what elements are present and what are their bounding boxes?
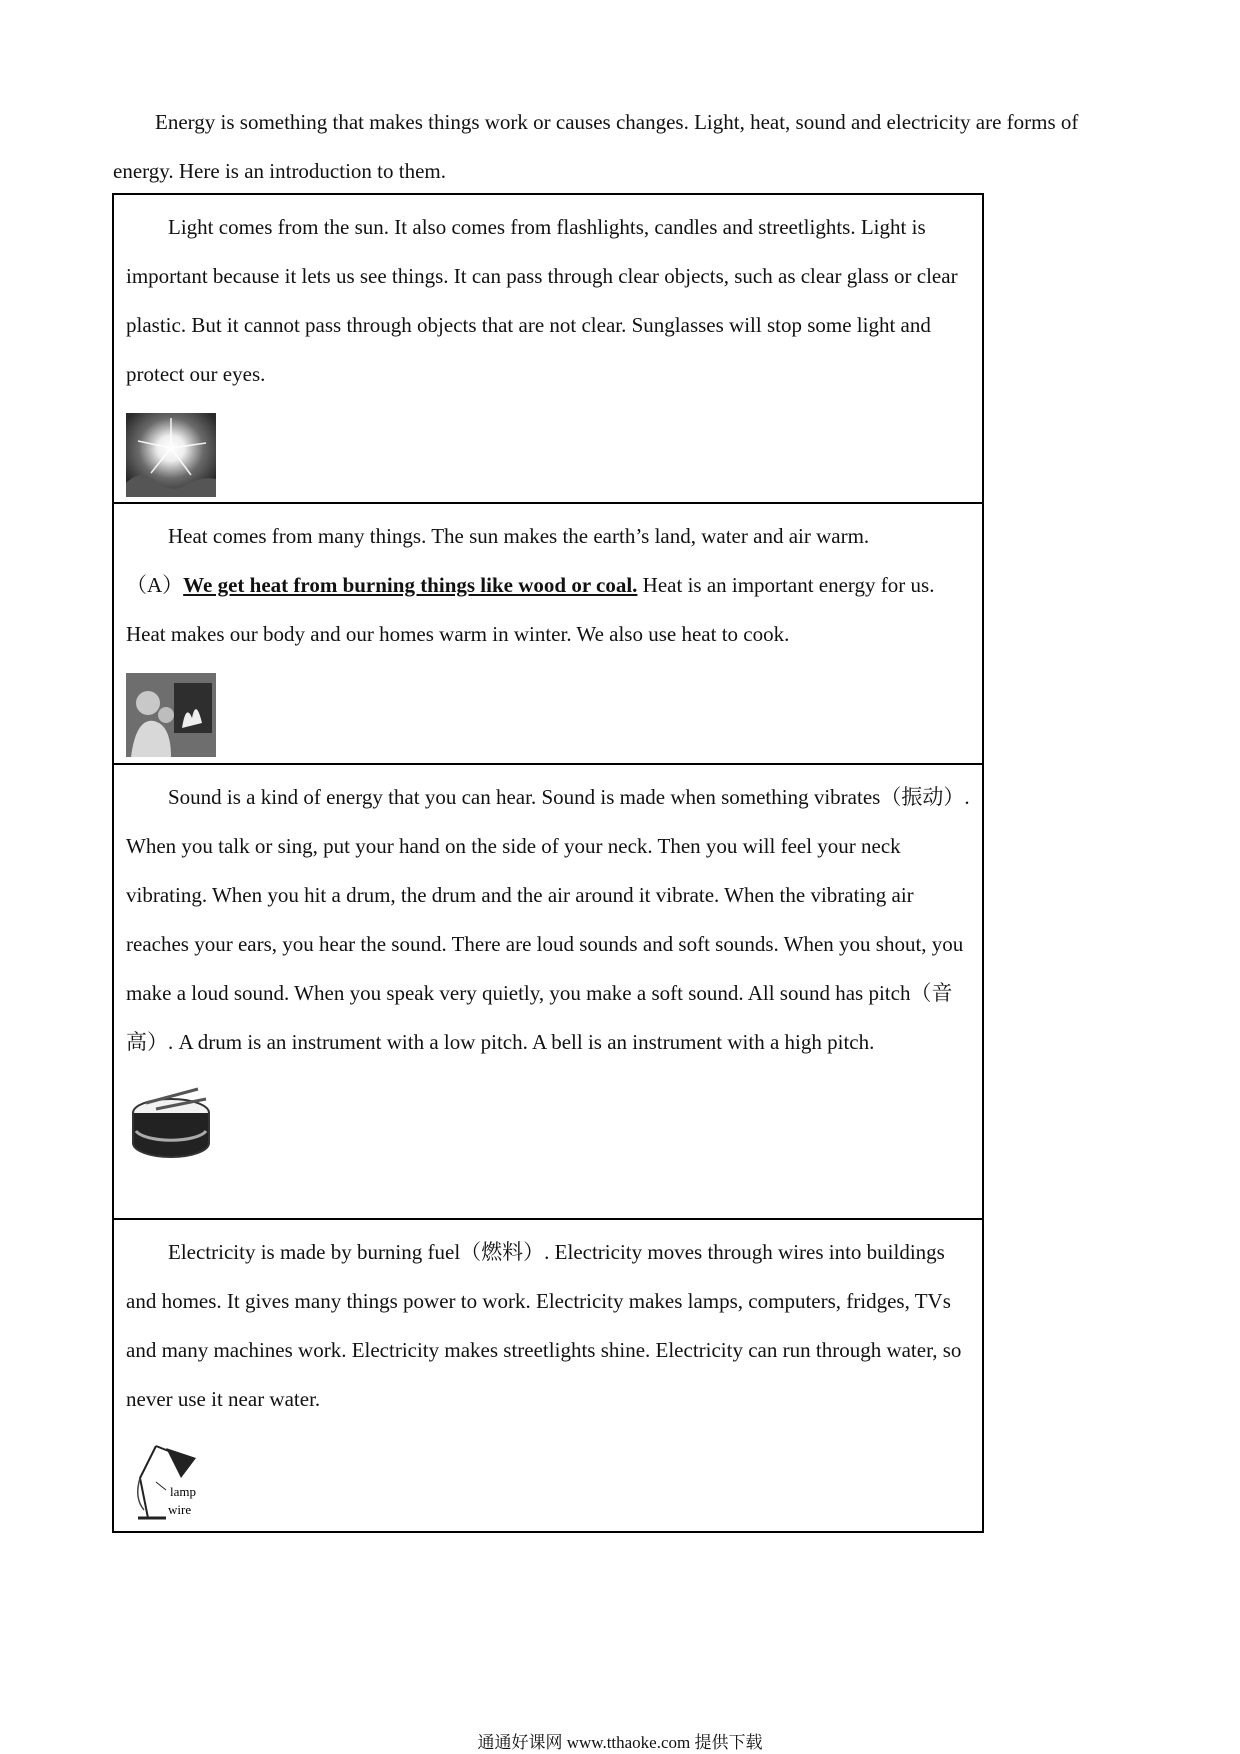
sound-section: [114, 765, 982, 1220]
intro-paragraph: [113, 98, 1135, 196]
energy-forms-table: [112, 193, 984, 1533]
heat-underlined-sentence: We get heat from burning things like wood or coal.: [183, 573, 638, 597]
lamp-picture-icon: [126, 1438, 216, 1522]
sound-text: Sound is a kind of energy that you can hear. Sound is made when something vibrates（振动）. When you talk or sing, put your hand on the side of your neck. Then you will feel your neck vibrating. When you hit a drum, the drum and the air around it vibrate. When the vibrating air reaches your ears, you hear the sound. There are loud sounds and soft sounds. When you shout, you make a loud sound. When you speak very quietly, you make a soft sound. All sound has pitch（音高）. A drum is an instrument with a low pitch. A bell is an instrument with a high pitch.: [126, 785, 970, 1054]
fireplace-photo-icon: [126, 673, 216, 757]
heat-text-after: Heat is an important energy for us. Heat makes our body and our homes warm in winter. We also use heat to cook.: [126, 573, 935, 646]
lamp-label: lamp: [170, 1484, 196, 1499]
electricity-section: [114, 1220, 982, 1531]
page-footer: 通通好课网 www.tthaoke.com 提供下载: [477, 1733, 763, 1752]
wire-label: wire: [168, 1502, 192, 1517]
light-text: Light comes from the sun. It also comes from flashlights, candles and streetlights. Light is important because it lets us see things. It can pass through clear objects, such as clear glass or clear plastic. But it cannot pass through objects that are not clear. Sunglasses will stop some light and protect our eyes.: [126, 215, 958, 386]
intro-text: Energy is something that makes things work or causes changes. Light, heat, sound and electricity are forms of energy. Here is an introduction to them.: [113, 110, 1079, 183]
light-section: [114, 195, 982, 504]
drum-picture-icon: [126, 1081, 216, 1165]
heat-marker: （A）: [126, 573, 184, 597]
heat-text-before: Heat comes from many things. The sun makes the earth’s land, water and air warm.: [168, 524, 870, 548]
sunlight-photo-icon: [126, 413, 216, 497]
heat-section: [114, 504, 982, 765]
electricity-text: Electricity is made by burning fuel（燃料）. Electricity moves through wires into buildings and homes. It gives many things power to work. Electricity makes lamps, computers, fridges, TVs and many machines work. Electricity makes streetlights shine. Electricity can run through water, so never use it near water.: [126, 1240, 962, 1411]
